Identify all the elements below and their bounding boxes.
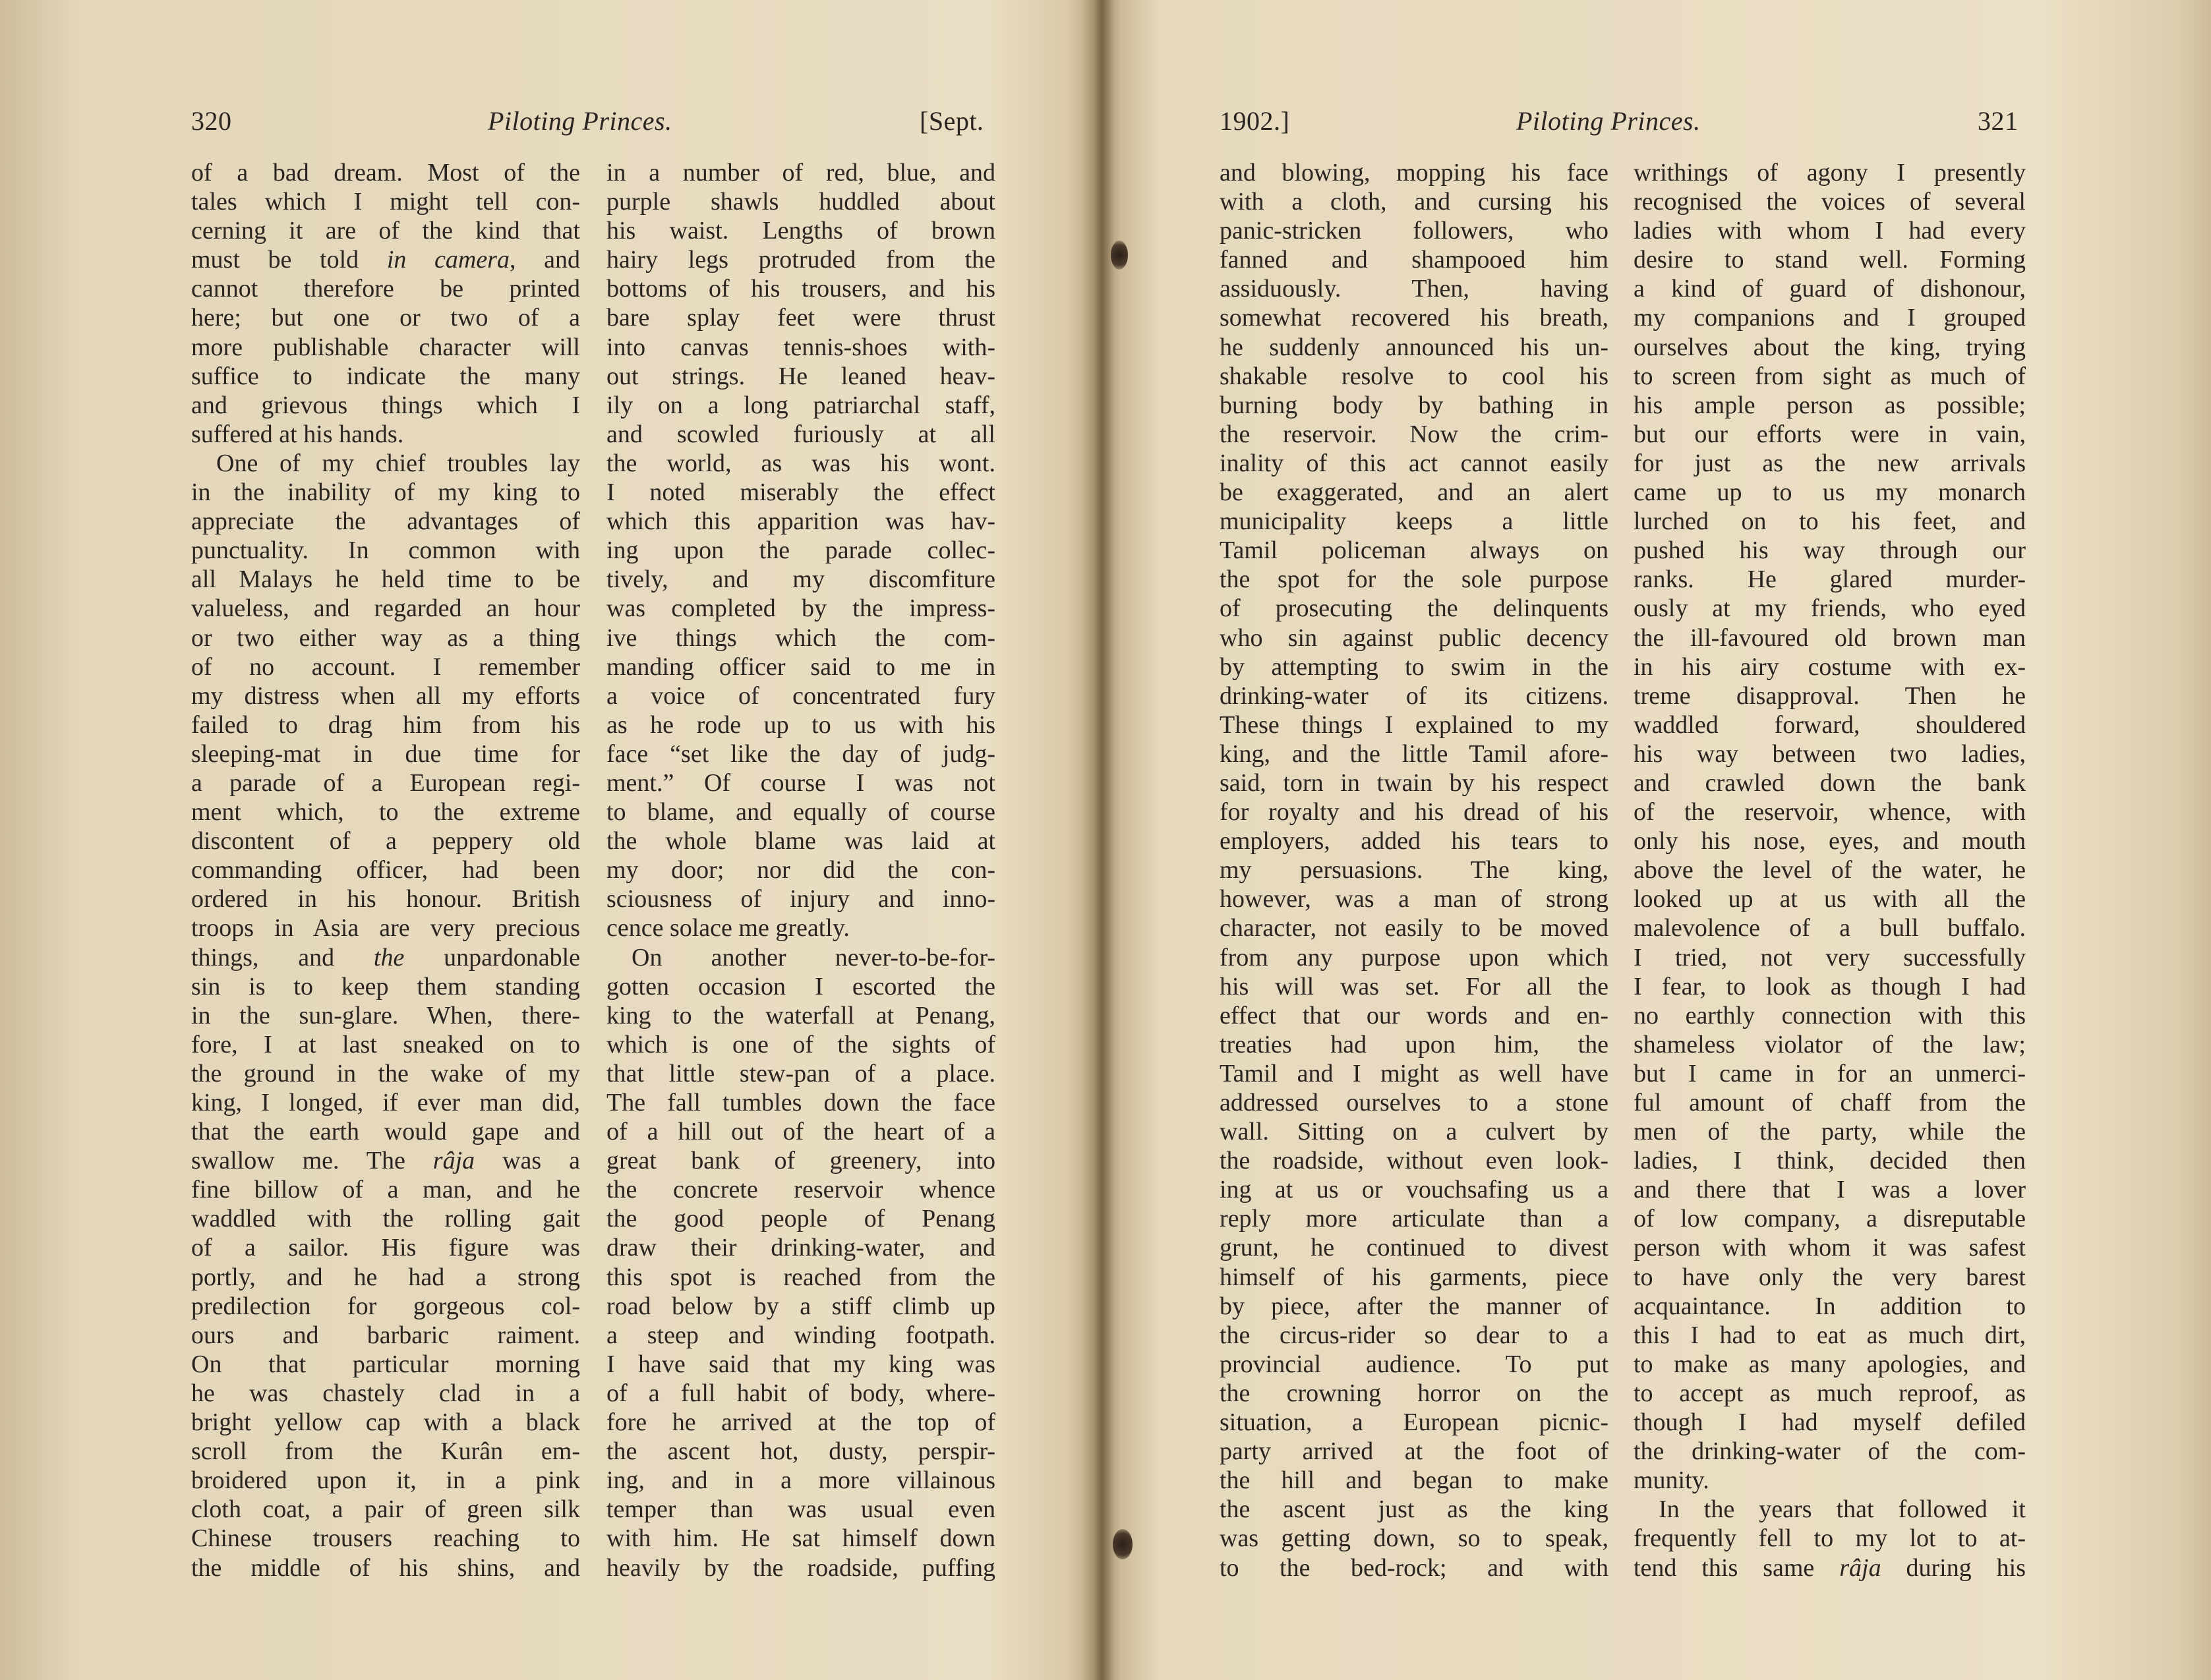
text-line: he suddenly announced his un- (1220, 333, 1608, 361)
text-line: as he rode up to us with his (606, 710, 995, 739)
text-line: face “set like the day of judg- (606, 739, 995, 768)
text-line: munity. (1634, 1466, 1709, 1495)
text-line: fanned and shampooed him (1220, 246, 1608, 274)
text-line: bare splay feet were thrust (606, 304, 995, 332)
text-line: my distress when all my efforts (191, 681, 580, 710)
text-line: fine billow of a man, and he (191, 1176, 580, 1204)
text-line: sin is to keep them standing (191, 972, 580, 1000)
text-line: gotten occasion I escorted the (606, 972, 995, 1000)
text-line: draw their drinking-water, and (606, 1234, 995, 1262)
text-line: Tamil and I might as well have (1220, 1059, 1608, 1087)
text-line: appreciate the advantages of (191, 507, 580, 536)
text-line: to screen from sight as much of (1634, 362, 2026, 390)
text-line: scroll from the Kurân em- (191, 1437, 580, 1466)
text-line: of a full habit of body, where- (606, 1379, 995, 1407)
text-line: ing, and in a more villainous (606, 1466, 995, 1495)
text-line: failed to drag him from his (191, 710, 580, 739)
binding-hole-mark (1113, 1529, 1133, 1559)
text-line: burning body by bathing in (1220, 391, 1608, 419)
text-line: to blame, and equally of course (606, 798, 995, 826)
text-line: more publishable character will (191, 333, 580, 361)
text-line: that little stew-pan of a place. (606, 1059, 995, 1087)
text-line: ranks. He glared murder- (1634, 565, 2026, 594)
running-date: 1902.] (1220, 106, 1290, 136)
text-line: the roadside, without even look- (1220, 1147, 1608, 1175)
text-line: somewhat recovered his breath, (1220, 304, 1608, 332)
text-line: my persuasions. The king, (1220, 856, 1608, 884)
text-line: and there that I was a lover (1634, 1176, 2026, 1204)
text-line: his will was set. For all the (1220, 972, 1608, 1000)
text-line: his way between two ladies, (1634, 739, 2026, 768)
text-line: my door; nor did the con- (606, 856, 995, 884)
text-line: and crawled down the bank (1634, 768, 2026, 797)
text-line: shakable resolve to cool his (1220, 362, 1608, 390)
text-line: person with whom it was safest (1634, 1234, 2026, 1262)
running-title: Piloting Princes. (1516, 106, 1701, 136)
text-line: desire to stand well. Forming (1634, 246, 2026, 274)
running-date: [Sept. (920, 106, 984, 136)
text-line: Chinese trousers reaching to (191, 1524, 580, 1553)
text-line: came up to us my monarch (1634, 478, 2026, 507)
text-line: I noted miserably the effect (606, 478, 995, 507)
text-line: valueless, and regarded an hour (191, 594, 580, 623)
text-column-1 (1220, 158, 1608, 1582)
text-line: ordered in his honour. British (191, 885, 580, 913)
text-line: the middle of his shins, and (191, 1553, 580, 1582)
text-line: a voice of concentrated fury (606, 681, 995, 710)
text-line: the spot for the sole purpose (1220, 565, 1608, 594)
text-line: though I had myself defiled (1634, 1408, 2026, 1437)
text-line: in the inability of my king to (191, 478, 580, 507)
text-line: bottoms of his trousers, and his (606, 275, 995, 303)
text-line: great bank of greenery, into (606, 1147, 995, 1175)
text-line: for royalty and his dread of his (1220, 798, 1608, 826)
text-line: ing at us or vouchsafing us a (1220, 1176, 1608, 1204)
text-line: all Malays he held time to be (191, 565, 580, 594)
text-line: who sin against public decency (1220, 623, 1608, 652)
text-line: cannot therefore be printed (191, 275, 580, 303)
text-line: the whole blame was laid at (606, 827, 995, 855)
text-line: I have said that my king was (606, 1350, 995, 1378)
text-column-2 (1634, 158, 2026, 1582)
text-line: portly, and he had a strong (191, 1263, 580, 1291)
text-line: shameless violator of the law; (1634, 1030, 2026, 1058)
text-line: a kind of guard of dishonour, (1634, 275, 2026, 303)
text-line: panic-stricken followers, who (1220, 217, 1608, 245)
text-line: fore, I at last sneaked on to (191, 1030, 580, 1058)
text-line: the crowning horror on the (1220, 1379, 1608, 1407)
text-line: ment which, to the extreme (191, 798, 580, 826)
text-line: that the earth would gape and (191, 1118, 580, 1146)
text-line: tend this same râja during his (1634, 1553, 2026, 1582)
text-line: The fall tumbles down the face (606, 1089, 995, 1116)
text-line: must be told in camera, and (191, 246, 580, 274)
text-line: the ascent hot, dusty, perspir- (606, 1437, 995, 1466)
text-line: character, not easily to be moved (1220, 914, 1608, 942)
text-line: to the bed-rock; and with (1220, 1553, 1608, 1582)
text-line: provincial audience. To put (1220, 1350, 1608, 1378)
text-line: ladies with whom I had every (1634, 217, 2026, 245)
text-line: which is one of the sights of (606, 1030, 995, 1058)
text-line: the drinking-water of the com- (1634, 1437, 2026, 1466)
text-line: frequently fell to my lot to at- (1634, 1524, 2026, 1553)
text-line: in a number of red, blue, and (606, 159, 995, 187)
text-line: grunt, he continued to divest (1220, 1234, 1608, 1262)
text-line: in the sun-glare. When, there- (191, 1001, 580, 1029)
text-line: the concrete reservoir whence (606, 1176, 995, 1204)
text-line: suffered at his hands. (191, 420, 404, 448)
text-line: heavily by the roadside, puffing (606, 1553, 995, 1582)
text-line: the ascent just as the king (1220, 1495, 1608, 1524)
text-line: bright yellow cap with a black (191, 1408, 580, 1437)
text-line: the world, as was his wont. (606, 449, 995, 477)
binding-hole-mark (1111, 241, 1128, 270)
text-line: with a cloth, and cursing his (1220, 188, 1608, 216)
text-line: In the years that followed it (1659, 1495, 2026, 1524)
text-line: ously at my friends, who eyed (1634, 594, 2026, 623)
text-line: the ill-favoured old brown man (1634, 623, 2026, 652)
text-column-2 (606, 158, 995, 1582)
text-line: party arrived at the foot of (1220, 1437, 1608, 1466)
text-line: writhings of agony I presently (1634, 159, 2026, 187)
text-line: himself of his garments, piece (1220, 1263, 1608, 1291)
text-line: this I had to eat as much dirt, (1634, 1321, 2026, 1349)
text-line: inality of this act cannot easily (1220, 449, 1608, 477)
text-line: into canvas tennis-shoes with- (606, 333, 995, 361)
text-line: things, and the unpardonable (191, 943, 580, 971)
text-line: ours and barbaric raiment. (191, 1321, 580, 1349)
text-line: wall. Sitting on a culvert by (1220, 1118, 1608, 1146)
text-line: here; but one or two of a (191, 304, 580, 332)
text-line: treaties had upon him, the (1220, 1030, 1608, 1058)
text-line: of no account. I remember (191, 652, 580, 681)
text-line: but I came in for an unmerci- (1634, 1059, 2026, 1087)
text-line: punctuality. In common with (191, 536, 580, 565)
text-line: but our efforts were in vain, (1634, 420, 2026, 448)
text-line: Tamil policeman always on (1220, 536, 1608, 565)
text-line: the hill and began to make (1220, 1466, 1608, 1495)
text-line: his ample person as possible; (1634, 391, 2026, 419)
text-line: tively, and my discomfiture (606, 565, 995, 594)
text-line: king to the waterfall at Penang, (606, 1001, 995, 1029)
page-number: 321 (1978, 106, 2019, 136)
text-line: for just as the new arrivals (1634, 449, 2026, 477)
text-line: I fear, to look as though I had (1634, 972, 2026, 1000)
text-line: manding officer said to me in (606, 652, 995, 681)
text-line: ment.” Of course I was not (606, 768, 995, 797)
text-line: ing upon the parade collec- (606, 536, 995, 565)
text-line: assiduously. Then, having (1220, 275, 1608, 303)
text-line: my companions and I grouped (1634, 304, 2026, 332)
text-line: his waist. Lengths of brown (606, 217, 995, 245)
text-line: ily on a long patriarchal staff, (606, 391, 995, 419)
text-line: which this apparition was hav- (606, 507, 995, 536)
text-line: waddled forward, shouldered (1634, 710, 2026, 739)
text-line: king, and the little Tamil afore- (1220, 739, 1608, 768)
text-line: of a hill out of the heart of a (606, 1118, 995, 1146)
text-line: or two either way as a thing (191, 623, 580, 652)
text-line: of a bad dream. Most of the (191, 159, 580, 187)
text-line: municipality keeps a little (1220, 507, 1608, 536)
text-line: said, torn in twain by his respect (1220, 768, 1608, 797)
text-line: cerning it are of the kind that (191, 217, 580, 245)
text-line: cloth coat, a pair of green silk (191, 1495, 580, 1524)
text-line: a steep and winding footpath. (606, 1321, 995, 1349)
text-line: cence solace me greatly. (606, 914, 850, 942)
text-line: only his nose, eyes, and mouth (1634, 827, 2026, 855)
text-line: men of the party, while the (1634, 1118, 2026, 1146)
left-page (0, 0, 1094, 1680)
text-line: treme disapproval. Then he (1634, 681, 2026, 710)
text-line: malevolence of a bull buffalo. (1634, 914, 2026, 942)
right-page (1114, 0, 2211, 1680)
text-line: reply more articulate than a (1220, 1205, 1608, 1233)
text-line: and scowled furiously at all (606, 420, 995, 448)
text-line: troops in Asia are very precious (191, 914, 580, 942)
text-line: sciousness of injury and inno- (606, 885, 995, 913)
text-line: ladies, I think, decided then (1634, 1147, 2026, 1175)
text-line: discontent of a peppery old (191, 827, 580, 855)
running-title: Piloting Princes. (488, 106, 672, 136)
text-line: the good people of Penang (606, 1205, 995, 1233)
text-line: acquaintance. In addition to (1634, 1292, 2026, 1320)
text-line: drinking-water of its citizens. (1220, 681, 1608, 710)
text-line: no earthly connection with this (1634, 1001, 2026, 1029)
text-line: was completed by the impress- (606, 594, 995, 623)
text-line: be exaggerated, and an alert (1220, 478, 1608, 507)
text-line: sleeping-mat in due time for (191, 739, 580, 768)
text-line: On that particular morning (191, 1350, 580, 1378)
text-line: was getting down, so to speak, (1220, 1524, 1608, 1553)
text-line: fore he arrived at the top of (606, 1408, 995, 1437)
text-line: of low company, a disreputable (1634, 1205, 2026, 1233)
text-line: to have only the very barest (1634, 1263, 2026, 1291)
text-line: temper than was usual even (606, 1495, 995, 1524)
text-line: tales which I might tell con- (191, 188, 580, 216)
text-line: out strings. He leaned heav- (606, 362, 995, 390)
text-line: I tried, not very successfully (1634, 943, 2026, 971)
text-line: One of my chief troubles lay (216, 449, 580, 477)
text-line: ful amount of chaff from the (1634, 1089, 2026, 1116)
text-line: of a sailor. His figure was (191, 1234, 580, 1262)
text-line: by piece, after the manner of (1220, 1292, 1608, 1320)
text-line: however, was a man of strong (1220, 885, 1608, 913)
text-line: employers, added his tears to (1220, 827, 1608, 855)
text-line: lurched on to his feet, and (1634, 507, 2026, 536)
text-line: commanding officer, had been (191, 856, 580, 884)
text-line: waddled with the rolling gait (191, 1205, 580, 1233)
text-line: recognised the voices of several (1634, 188, 2026, 216)
text-line: to make as many apologies, and (1634, 1350, 2026, 1378)
text-line: by attempting to swim in the (1220, 652, 1608, 681)
text-line: in his airy costume with ex- (1634, 652, 2026, 681)
text-line: and grievous things which I (191, 391, 580, 419)
text-line: to accept as much reproof, as (1634, 1379, 2026, 1407)
text-line: of the reservoir, whence, with (1634, 798, 2026, 826)
page-number: 320 (191, 106, 232, 136)
text-line: king, I longed, if ever man did, (191, 1089, 580, 1116)
text-line: purple shawls huddled about (606, 188, 995, 216)
text-line: On another never-to-be-for- (632, 943, 995, 971)
text-line: a parade of a European regi- (191, 768, 580, 797)
text-line: swallow me. The râja was a (191, 1147, 580, 1175)
text-line: from any purpose upon which (1220, 943, 1608, 971)
text-line: ourselves about the king, trying (1634, 333, 2026, 361)
text-line: and blowing, mopping his face (1220, 159, 1608, 187)
text-line: These things I explained to my (1220, 710, 1608, 739)
text-line: hairy legs protruded from the (606, 246, 995, 274)
text-line: predilection for gorgeous col- (191, 1292, 580, 1320)
text-line: this spot is reached from the (606, 1263, 995, 1291)
text-line: broidered upon it, in a pink (191, 1466, 580, 1495)
text-line: ive things which the com- (606, 623, 995, 652)
text-line: he was chastely clad in a (191, 1379, 580, 1407)
text-line: addressed ourselves to a stone (1220, 1089, 1608, 1116)
text-line: the ground in the wake of my (191, 1059, 580, 1087)
text-line: road below by a stiff climb up (606, 1292, 995, 1320)
text-line: of prosecuting the delinquents (1220, 594, 1608, 623)
text-column-1 (191, 158, 580, 1582)
text-line: situation, a European picnic- (1220, 1408, 1608, 1437)
text-line: the circus-rider so dear to a (1220, 1321, 1608, 1349)
text-line: the reservoir. Now the crim- (1220, 420, 1608, 448)
text-line: looked up at us with all the (1634, 885, 2026, 913)
text-line: with him. He sat himself down (606, 1524, 995, 1553)
text-line: effect that our words and en- (1220, 1001, 1608, 1029)
text-line: above the level of the water, he (1634, 856, 2026, 884)
text-line: pushed his way through our (1634, 536, 2026, 565)
text-line: suffice to indicate the many (191, 362, 580, 390)
